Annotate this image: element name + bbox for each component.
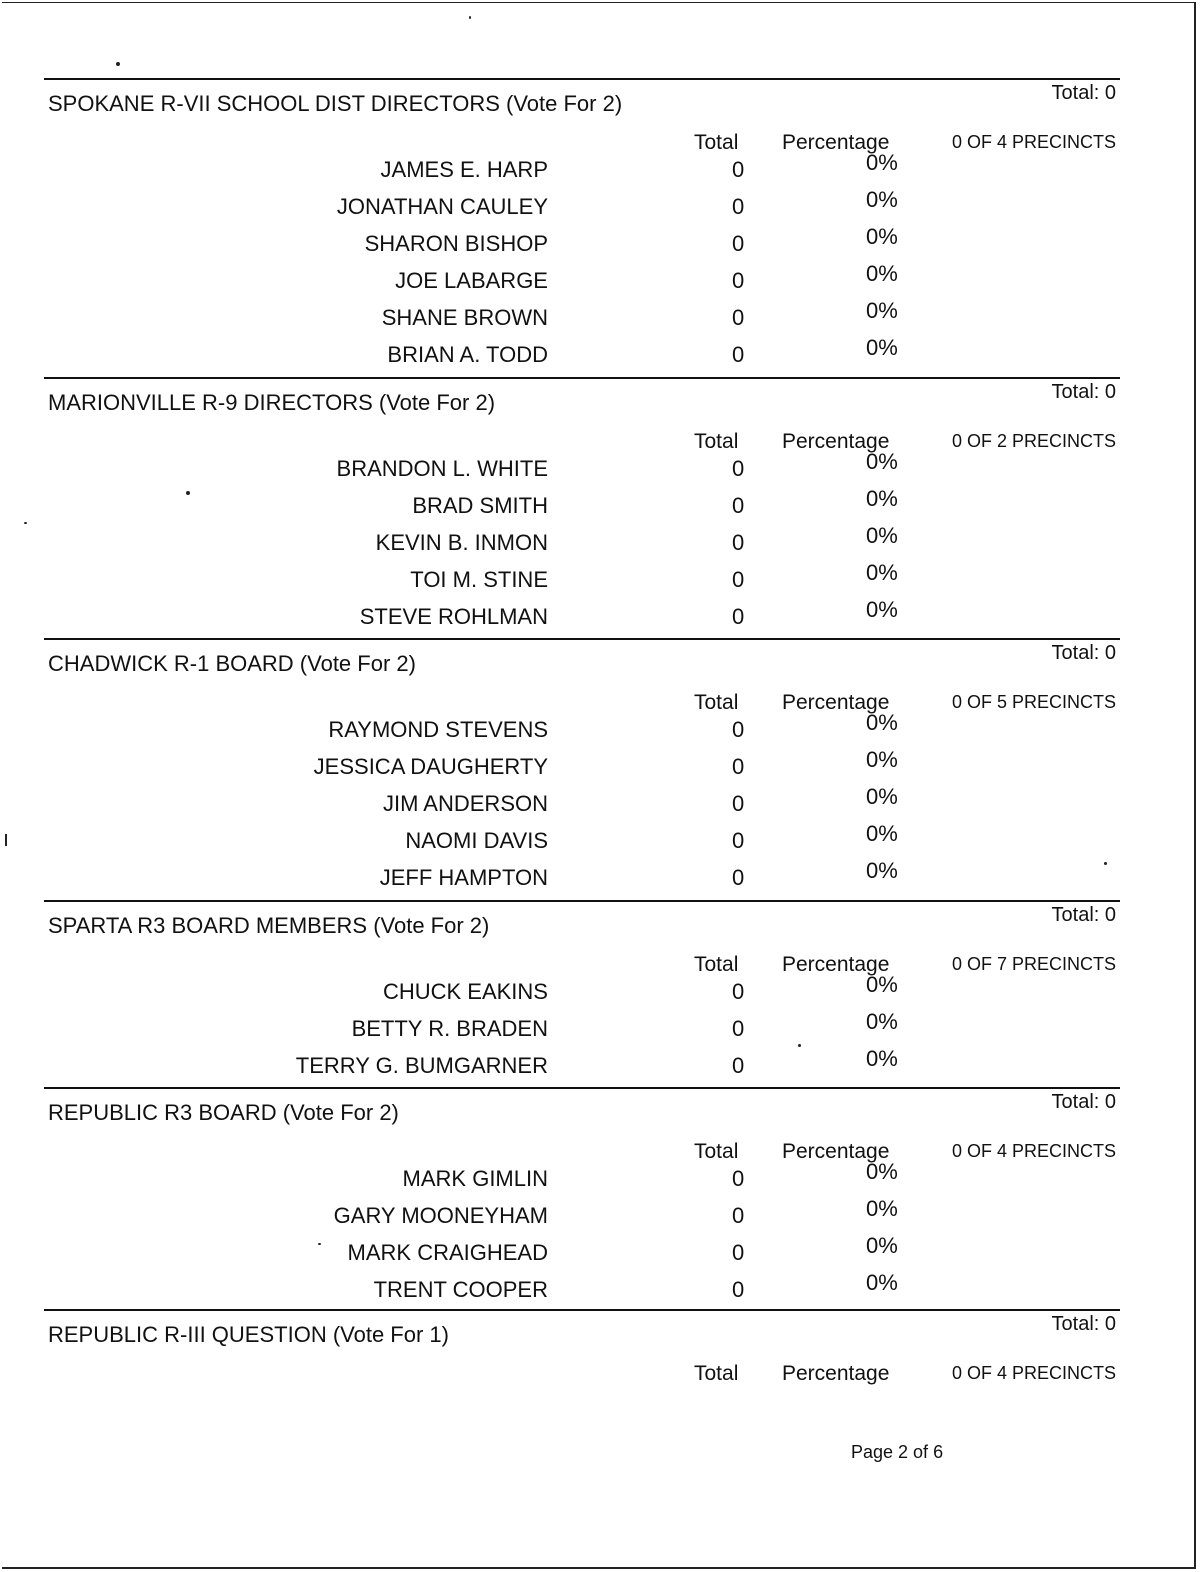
candidate-row: [44, 298, 944, 339]
candidate-name: JONATHAN CAULEY: [336, 194, 548, 219]
candidate-row: [44, 747, 944, 788]
section-divider: [44, 377, 1120, 379]
race-total: Total: 0: [1051, 381, 1116, 403]
candidate-percentage: 0%: [866, 1159, 898, 1184]
candidate-name: JIM ANDERSON: [382, 791, 548, 816]
candidate-name: RAYMOND STEVENS: [328, 717, 548, 742]
candidate-votes: 0: [732, 231, 745, 256]
candidate-votes: 0: [732, 194, 745, 219]
candidate-percentage: 0%: [866, 1233, 898, 1258]
candidate-votes: 0: [732, 305, 745, 330]
column-header-percentage: Percentage: [782, 1140, 890, 1163]
precincts-reported: 0 OF 4 PRECINCTS: [951, 1141, 1116, 1161]
candidate-name: TERRY G. BUMGARNER: [295, 1053, 548, 1078]
candidate-name: KEVIN B. INMON: [375, 530, 548, 555]
candidate-votes: 0: [732, 979, 745, 1004]
race-total: Total: 0: [1051, 1313, 1116, 1335]
candidate-name: BRANDON L. WHITE: [336, 456, 548, 481]
race-total: Total: 0: [1051, 642, 1116, 664]
candidate-row: [44, 858, 944, 899]
race-title: MARIONVILLE R-9 DIRECTORS (Vote For 2): [48, 390, 496, 415]
candidate-percentage: 0%: [866, 449, 898, 474]
column-header-total: Total: [694, 953, 739, 976]
candidate-percentage: 0%: [866, 1196, 898, 1221]
candidate-row: [44, 261, 944, 302]
race-section: [44, 1309, 1120, 1409]
race-title: SPARTA R3 BOARD MEMBERS (Vote For 2): [48, 913, 490, 938]
candidate-votes: 0: [732, 1166, 745, 1191]
column-header-percentage: Percentage: [782, 1362, 890, 1385]
candidate-row: [44, 486, 944, 527]
column-header-total: Total: [694, 691, 739, 714]
section-divider: [44, 1087, 1120, 1089]
candidate-name: CHUCK EAKINS: [382, 979, 548, 1004]
candidate-votes: 0: [732, 1016, 745, 1041]
candidate-name: BETTY R. BRADEN: [351, 1016, 548, 1041]
section-divider: [44, 1309, 1120, 1311]
column-header-total: Total: [694, 131, 739, 154]
candidate-percentage: 0%: [866, 821, 898, 846]
race-title: CHADWICK R-1 BOARD (Vote For 2): [48, 651, 416, 676]
candidate-row: [44, 224, 944, 265]
candidate-percentage: 0%: [866, 710, 898, 735]
race-title: REPUBLIC R-III QUESTION (Vote For 1): [48, 1322, 449, 1347]
candidate-percentage: 0%: [866, 298, 898, 323]
candidate-votes: 0: [732, 604, 745, 629]
candidate-votes: 0: [732, 828, 745, 853]
precincts-reported: 0 OF 2 PRECINCTS: [951, 431, 1116, 451]
candidate-percentage: 0%: [866, 261, 898, 286]
candidate-row: [44, 187, 944, 228]
race-section: [44, 78, 1120, 367]
candidate-row: [44, 597, 944, 638]
candidate-votes: 0: [732, 1277, 745, 1302]
candidate-row: [44, 1270, 944, 1311]
section-divider: [44, 638, 1120, 640]
column-header-total: Total: [694, 1362, 739, 1385]
column-header-percentage: Percentage: [782, 430, 890, 453]
candidate-name: MARK CRAIGHEAD: [347, 1240, 548, 1265]
candidate-name: JEFF HAMPTON: [379, 865, 548, 890]
candidate-row: [44, 972, 944, 1013]
scan-speck: [469, 16, 471, 19]
scan-speck: [5, 834, 7, 846]
race-section: [44, 1087, 1120, 1347]
candidate-votes: 0: [732, 791, 745, 816]
column-header-percentage: Percentage: [782, 131, 890, 154]
candidate-percentage: 0%: [866, 1046, 898, 1071]
race-section: [44, 638, 1120, 898]
candidate-votes: 0: [732, 865, 745, 890]
candidate-name: JAMES E. HARP: [380, 157, 548, 182]
column-header-total: Total: [694, 1140, 739, 1163]
candidate-votes: 0: [732, 342, 745, 367]
page-number: Page 2 of 6: [851, 1442, 944, 1462]
candidate-row: [44, 821, 944, 862]
precincts-reported: 0 OF 7 PRECINCTS: [951, 954, 1116, 974]
candidate-name: SHANE BROWN: [381, 305, 548, 330]
candidate-name: TOI M. STINE: [410, 567, 548, 592]
section-divider: [44, 78, 1120, 80]
candidate-votes: 0: [732, 567, 745, 592]
candidate-votes: 0: [732, 754, 745, 779]
candidate-percentage: 0%: [866, 784, 898, 809]
candidate-name: STEVE ROHLMAN: [359, 604, 548, 629]
candidate-percentage: 0%: [866, 523, 898, 548]
scan-speck: [116, 62, 120, 66]
candidate-row: [44, 150, 944, 191]
column-header-percentage: Percentage: [782, 691, 890, 714]
candidate-percentage: 0%: [866, 747, 898, 772]
candidate-percentage: 0%: [866, 972, 898, 997]
candidate-percentage: 0%: [866, 858, 898, 883]
candidate-row: [44, 710, 944, 751]
race-title: REPUBLIC R3 BOARD (Vote For 2): [48, 1100, 399, 1125]
scan-speck: [24, 522, 27, 524]
candidate-row: [44, 335, 944, 376]
candidate-votes: 0: [732, 1053, 745, 1078]
candidate-votes: 0: [732, 493, 745, 518]
candidate-votes: 0: [732, 717, 745, 742]
candidate-votes: 0: [732, 268, 745, 293]
candidate-row: [44, 1009, 944, 1050]
candidate-name: NAOMI DAVIS: [405, 828, 548, 853]
section-divider: [44, 900, 1120, 902]
candidate-percentage: 0%: [866, 486, 898, 511]
race-total: Total: 0: [1051, 904, 1116, 926]
candidate-row: [44, 1233, 944, 1274]
candidate-votes: 0: [732, 157, 745, 182]
race-title: SPOKANE R-VII SCHOOL DIST DIRECTORS (Vote For 2): [48, 91, 623, 116]
candidate-row: [44, 784, 944, 825]
candidate-votes: 0: [732, 1240, 745, 1265]
column-header-percentage: Percentage: [782, 953, 890, 976]
precincts-reported: 0 OF 4 PRECINCTS: [951, 132, 1116, 152]
candidate-percentage: 0%: [866, 1009, 898, 1034]
candidate-name: SHARON BISHOP: [364, 231, 548, 256]
candidate-row: [44, 1196, 944, 1237]
candidate-percentage: 0%: [866, 597, 898, 622]
race-total: Total: 0: [1051, 82, 1116, 104]
candidate-name: TRENT COOPER: [373, 1277, 548, 1302]
candidate-votes: 0: [732, 530, 745, 555]
candidate-percentage: 0%: [866, 150, 898, 175]
candidate-row: [44, 560, 944, 601]
candidate-row: [44, 449, 944, 490]
candidate-name: JESSICA DAUGHERTY: [313, 754, 548, 779]
candidate-row: [44, 523, 944, 564]
race-section: [44, 377, 1120, 637]
candidate-votes: 0: [732, 456, 745, 481]
candidate-percentage: 0%: [866, 560, 898, 585]
candidate-name: BRIAN A. TODD: [387, 342, 548, 367]
candidate-votes: 0: [732, 1203, 745, 1228]
candidate-percentage: 0%: [866, 187, 898, 212]
candidate-name: BRAD SMITH: [412, 493, 548, 518]
candidate-row: [44, 1159, 944, 1200]
race-total: Total: 0: [1051, 1091, 1116, 1113]
column-header-total: Total: [694, 430, 739, 453]
candidate-name: JOE LABARGE: [395, 268, 548, 293]
candidate-percentage: 0%: [866, 1270, 898, 1295]
precincts-reported: 0 OF 5 PRECINCTS: [951, 692, 1116, 712]
candidate-name: MARK GIMLIN: [402, 1166, 548, 1191]
candidate-percentage: 0%: [866, 224, 898, 249]
candidate-percentage: 0%: [866, 335, 898, 360]
candidate-name: GARY MOONEYHAM: [333, 1203, 548, 1228]
precincts-reported: 0 OF 4 PRECINCTS: [951, 1363, 1116, 1383]
candidate-row: [44, 1046, 944, 1087]
